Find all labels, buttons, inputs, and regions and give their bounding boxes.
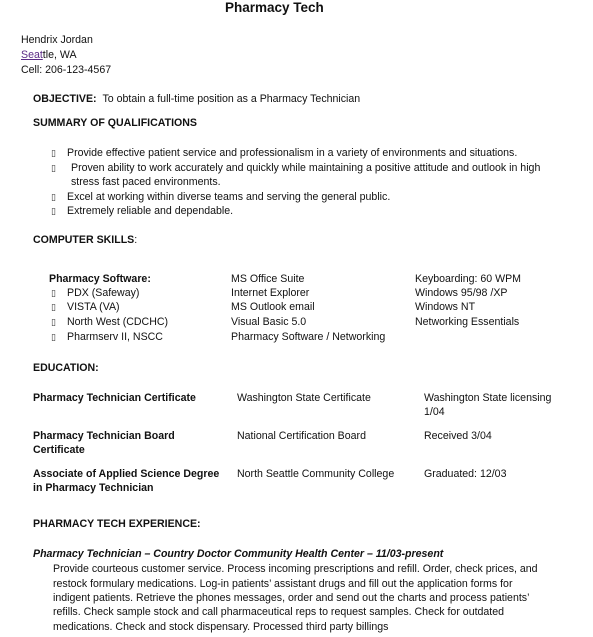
education-date-cont: 1/04 xyxy=(424,406,445,418)
skill-col2-item: Internet Explorer xyxy=(231,287,310,299)
job-description-line: indigent patients. Retrieve the phones messages, order and send out the charts and process patients’ xyxy=(53,592,530,604)
skill-col2-item: MS Office Suite xyxy=(231,273,305,285)
city-link[interactable]: Seat xyxy=(21,49,43,61)
job-description-line: Provide courteous customer service. Process incoming prescriptions and refill. Order, check prices, and xyxy=(53,563,538,575)
skill-col3-item: Keyboarding: 60 WPM xyxy=(415,273,521,285)
education-title: Pharmacy Technician Board xyxy=(33,430,175,442)
contact-phone: Cell: 206-123-4567 xyxy=(21,64,112,76)
summary-item-cont: stress fast paced environments. xyxy=(71,176,221,188)
education-institution: National Certification Board xyxy=(237,430,366,442)
education-date: Graduated: 12/03 xyxy=(424,468,507,480)
bullet-icon: ▯ xyxy=(51,288,56,298)
skill-col2-item: MS Outlook email xyxy=(231,301,315,313)
job-description-line: restock formulary medications. Log-in patients’ assistant drugs and fill out the application forms for xyxy=(53,578,513,590)
contact-name: Hendrix Jordan xyxy=(21,34,93,46)
pharmacy-software-item: PDX (Safeway) xyxy=(67,287,140,299)
pharmacy-software-item: North West (CDCHC) xyxy=(67,316,169,328)
summary-item: Excel at working within diverse teams and serving the general public. xyxy=(67,191,391,203)
summary-heading: SUMMARY OF QUALIFICATIONS xyxy=(33,117,198,129)
bullet-icon: ▯ xyxy=(51,148,56,158)
objective-text: To obtain a full-time position as a Pharmacy Technician xyxy=(102,93,361,105)
bullet-icon: ▯ xyxy=(51,163,56,173)
computer-skills-title: COMPUTER SKILLS xyxy=(33,234,135,246)
page-title: Pharmacy Tech xyxy=(225,0,324,15)
education-title: Associate of Applied Science Degree xyxy=(33,468,220,480)
contact-city xyxy=(21,49,77,63)
pharmacy-software-item: VISTA (VA) xyxy=(67,301,120,313)
bullet-icon: ▯ xyxy=(51,332,56,342)
city-rest: tle, WA xyxy=(42,49,77,61)
bullet-icon: ▯ xyxy=(51,302,56,312)
education-heading: EDUCATION: xyxy=(33,362,99,374)
job-title: Pharmacy Technician – Country Doctor Community Health Center – 11/03-present xyxy=(33,548,444,560)
pharmacy-software-item: Pharmserv II, NSCC xyxy=(67,331,163,343)
education-title: Pharmacy Technician Certificate xyxy=(33,392,196,404)
education-title-cont: Certificate xyxy=(33,444,85,456)
education-institution: North Seattle Community College xyxy=(237,468,395,480)
computer-skills-colon: : xyxy=(134,234,138,246)
education-institution: Washington State Certificate xyxy=(237,392,371,404)
skill-col3-item: Windows NT xyxy=(415,301,476,313)
skill-col3-item: Networking Essentials xyxy=(415,316,520,328)
computer-skills-heading xyxy=(33,234,137,248)
experience-heading: PHARMACY TECH EXPERIENCE: xyxy=(33,518,201,530)
skill-col2-item: Pharmacy Software / Networking xyxy=(231,331,386,343)
objective-line xyxy=(33,93,360,107)
bullet-icon: ▯ xyxy=(51,192,56,202)
education-date: Washington State licensing xyxy=(424,392,552,404)
skill-col3-item: Windows 95/98 /XP xyxy=(415,287,508,299)
education-title-cont: in Pharmacy Technician xyxy=(33,482,154,494)
summary-item: Provide effective patient service and professionalism in a variety of environments and situations. xyxy=(67,147,518,159)
summary-item: Extremely reliable and dependable. xyxy=(67,205,234,217)
skill-col2-item: Visual Basic 5.0 xyxy=(231,316,307,328)
bullet-icon: ▯ xyxy=(51,317,56,327)
summary-item: Proven ability to work accurately and quickly while maintaining a positive attitude and outlook in high xyxy=(71,162,541,174)
education-date: Received 3/04 xyxy=(424,430,492,442)
job-description-line: medications. Check and stock dispensary. Processed third party billings xyxy=(53,621,389,633)
job-description-line: refills. Check sample stock and call pharmaceutical reps to request samples. Check for outdated xyxy=(53,606,505,618)
objective-label: OBJECTIVE: xyxy=(33,93,97,105)
pharmacy-software-label: Pharmacy Software: xyxy=(49,273,151,285)
bullet-icon: ▯ xyxy=(51,206,56,216)
